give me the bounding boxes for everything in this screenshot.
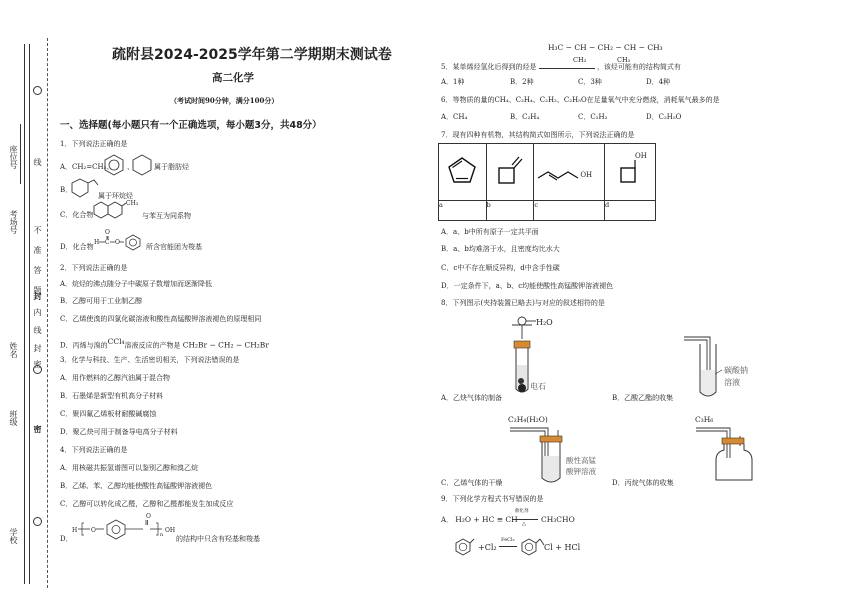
alkane-branch-2: CH₃ [617,56,631,64]
school-field-label: 学校 [9,528,18,544]
hydroxyl-label: OH [580,171,593,179]
water-label: H₂O [536,318,553,327]
structure-table [438,143,656,221]
option-c-prefix: C．化合物 [60,211,94,219]
dibromopropane-formula: CH₂Br − CH₂ − CH₂Br [182,340,269,350]
option-b: B．乙烯、苯、乙醇均能使酸性高锰酸钾溶液褪色 [60,482,213,490]
sodium-carbonate-label: 碳酸钠 [724,366,748,375]
subject-title: 高二化学 [212,72,254,84]
equation-lhs: H₂O + HC ≡ CH [455,515,518,524]
question-stem [441,61,681,72]
calcium-carbide-label: 电石 [530,382,546,391]
seal-char: 不 [33,226,42,234]
option-c-suffix: 与苯互为同系物 [142,212,191,220]
ester-atom-h: H [94,239,100,246]
option-b: B．乙酸乙酯的收集 [612,394,674,402]
option-c: C．聚四氟乙烯板材耐酸碱腐蚀 [60,410,157,418]
option-c: C．C₂H₂ [578,113,608,121]
question-stem: 6．等物质的量的CH₄、C₂H₄、C₂H₂、C₂H₅O在足量氧气中充分燃烧，消耗氧气最多的是 [441,96,720,104]
question-stem: 4．下列说法正确的是 [60,446,128,454]
exam-field-label: 考场号 [9,210,18,234]
option-c: C．c中不存在顺反异构，d中含手性碳 [441,264,560,272]
option-c: C．乙烯气体的干燥 [441,479,503,487]
seal-char: 题 [33,286,42,294]
seal-char: 内 [33,308,42,316]
equation-rhs: Cl + HCl [544,543,581,552]
label-b: b [486,201,534,221]
option-b: B．石墨烯是新型有机高分子材料 [60,392,164,400]
hydroxyl-label: OH [634,152,647,160]
polymer-atom-oh: OH [165,527,176,534]
seal-char: 线 [33,158,42,166]
seal-char: 密 [33,425,43,433]
cyclopentadiene-structure [439,144,485,198]
structure-cell-b [486,144,534,201]
kmno4-label: 酸钾溶液 [566,467,596,476]
alkane-formula: H₃C − CH − CH₂ − CH − CH₃ [548,43,663,52]
answer-blank[interactable] [539,61,595,69]
name-field-label: 姓名 [9,342,18,358]
polymer-atom-o-double: O [146,513,151,520]
question-stem: 3．化学与科技、生产、生活密切相关，下列说法错误的是 [60,356,240,364]
toluene-structure [452,534,476,558]
binding-dashed-line [47,38,48,588]
phenyl-ester-structure [98,232,146,250]
option-a-label: A． [441,516,454,524]
label-d: d [604,201,655,221]
question-stem: 2．下列说法正确的是 [60,264,128,272]
option-d-prefix: D．化合物 [60,243,94,251]
option-c: C．乙烯使溴的四氯化碳溶液和酸性高锰酸钾溶液褪色的原理相同 [60,315,262,323]
option-a: A．1种 [441,78,465,86]
question-stem: 9．下列化学方程式书写错误的是 [441,495,544,503]
exam-title: 疏附县2024-2025学年第二学期期末测试卷 [112,47,392,63]
option-d-prefix: D． [60,535,73,543]
class-field-label: 班级 [9,410,18,426]
kmno4-label: 酸性高锰 [566,456,596,465]
fecl3-condition: FeCl₃ [501,537,515,543]
stem-prefix: 5．某单烯烃氢化后得到的烃是 [441,63,537,71]
polyester-structure [70,515,174,539]
label-a: a [439,201,487,221]
option-b-prefix: B． [60,186,73,194]
option-b: B．2种 [510,78,534,86]
structure-cell-d [604,144,655,201]
option-a: A．用作燃料的乙醇汽油属于混合物 [60,374,171,382]
ester-atom-o-double: O [105,229,110,236]
option-a-prefix: A．CH₂=CH₂、 [60,163,114,171]
seat-field-label: 座位号 [9,145,18,169]
option-a: A．用核磁共振氢谱图可以鉴别乙醇和溴乙烷 [60,464,199,472]
seal-char: 答 [33,266,42,274]
structure-cell-c [534,144,605,201]
structure-cell-a [439,144,487,201]
option-d: D．一定条件下，a、b、c均能使酸性高锰酸钾溶液褪色 [441,282,614,290]
benzene-structure [103,154,125,176]
cyclohexyl-structure [70,177,100,201]
seal-char: 准 [33,246,42,254]
option-a [441,515,518,525]
reaction-arrow [499,546,517,547]
heat-condition: △ [522,521,526,527]
binding-hole [33,517,42,526]
option-d: D．4种 [646,78,671,86]
ccl4-reagent: CCl₄ [107,337,125,346]
option-d: D．丙烷气体的收集 [612,479,674,487]
methylenecyclobutane-structure [487,144,533,198]
seal-char: 封 [33,292,43,300]
option-b: B．乙醇可用于工业制乙醇 [60,297,143,305]
option-d-prefix: D．丙烯与溴的 [60,341,108,350]
catalyst-condition: 催化剂 [515,509,529,514]
option-c: C．3种 [578,78,602,86]
option-b: B．a、b均难溶于水，且密度均比水大 [441,245,560,253]
option-a: A．CH₄ [441,113,468,121]
question-stem: 8．下列图示(夹持装置已略去)与对应的叙述相符的是 [441,299,605,307]
question-stem: 7．现有四种有机物，其结构简式如图所示，下列说法正确的是 [441,131,635,139]
option-d-suffix: 的结构中只含有羟基和羧基 [176,535,260,543]
time-note: （考试时间90分钟，满分100分） [170,96,279,105]
binding-hole [33,86,42,95]
polymer-atom-o: O [91,527,96,534]
section-heading: 一、选择题(每小题只有一个正确选项，每小题3分，共48分） [60,120,322,131]
alkane-branch-1: CH₃ [573,56,587,64]
option-d-mid: 溶液反应的产物是 [124,341,181,350]
option-a-suffix: 属于脂肪烃 [154,163,189,171]
option-c: C．乙醇可以转化成乙醛，乙醇和乙醛都能发生加成反应 [60,500,234,508]
option-d: D．C₂H₅O [646,113,682,121]
option-a: A．烷烃的沸点随分子中碳原子数增加而逐渐降低 [60,280,213,288]
ester-atom-c: C [105,239,110,246]
cyclohexane-structure [131,154,153,176]
gas-collection-apparatus [694,422,764,484]
stem-suffix: ，该烃可能有的结构简式有 [596,63,681,71]
chlorine-reagent: +Cl₂ [478,543,497,552]
naphthalene-structure [92,200,128,220]
ethyl-acetate-apparatus [676,330,736,400]
option-a: A．乙炔气体的制备 [441,394,503,402]
equation-rhs: CH₃CHO [541,515,575,524]
ester-atom-o: O [115,239,120,246]
option-b: B．C₂H₄ [510,113,540,121]
option-a: A．a、b中所有原子一定共平面 [441,228,539,236]
label-c: c [534,201,605,221]
option-d-suffix: 所含官能团为羧基 [146,243,202,251]
butenol-structure [534,144,603,198]
option-d: D．聚乙炔可用于制备导电高分子材料 [60,428,178,436]
seal-char: 封 [33,344,42,352]
cyclobutanol-structure [605,144,655,198]
seal-char: 密 [33,360,42,368]
propane-gas-label: C₃H₆ [695,415,714,424]
polymer-atom-h: H [72,527,78,534]
polymer-subscript-n: n [160,532,164,538]
binding-line-left [24,44,25,584]
methyl-label: CH₃ [126,200,139,207]
binding-line-right [29,44,30,584]
question-stem: 1．下列说法正确的是 [60,140,128,148]
option-b-suffix: 属于环烷烃 [98,192,133,200]
option-d [60,337,269,350]
seal-char: 线 [33,326,42,334]
seat-field-blank[interactable] [20,124,22,184]
ethylene-gas-label: C₂H₄(H₂O) [508,415,548,424]
sodium-carbonate-label: 溶液 [724,378,740,387]
